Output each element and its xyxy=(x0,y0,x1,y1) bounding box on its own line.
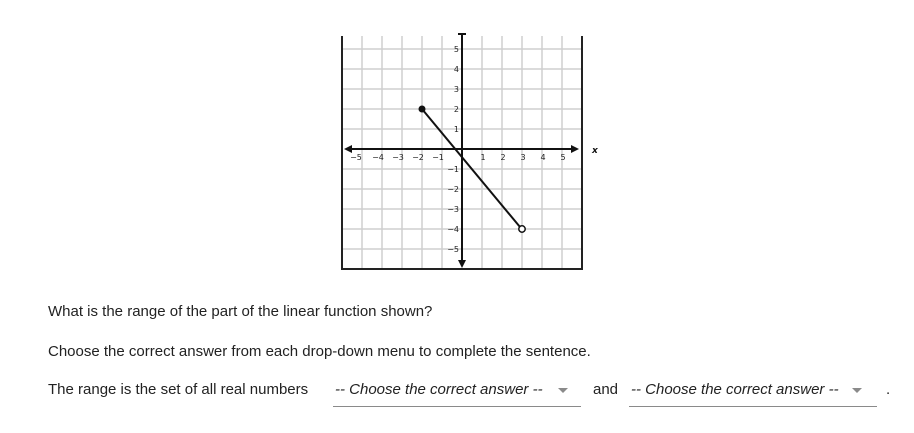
range-lower-dropdown[interactable] xyxy=(333,380,581,407)
svg-text:4: 4 xyxy=(453,65,459,74)
svg-text:1: 1 xyxy=(453,125,459,134)
sentence-prefix: The range is the set of all real numbers xyxy=(48,381,309,398)
svg-text:−2: −2 xyxy=(447,185,459,194)
svg-text:−1: −1 xyxy=(447,165,459,174)
sentence-connector: and xyxy=(593,381,619,398)
instruction-text: Choose the correct answer from each drop-down menu to complete the sentence. xyxy=(48,343,591,360)
svg-text:5: 5 xyxy=(453,45,459,54)
x-axis-label: x xyxy=(592,146,598,156)
svg-text:−3: −3 xyxy=(392,153,404,162)
chevron-down-icon xyxy=(852,388,862,393)
sentence-suffix: . xyxy=(886,381,891,398)
coordinate-graph xyxy=(330,28,610,278)
svg-text:−4: −4 xyxy=(447,225,459,234)
svg-text:−3: −3 xyxy=(447,205,459,214)
range-upper-dropdown[interactable] xyxy=(629,380,877,407)
svg-text:−1: −1 xyxy=(432,153,444,162)
open-endpoint xyxy=(519,226,525,232)
x-axis-right-arrow-icon xyxy=(571,145,579,153)
svg-text:2: 2 xyxy=(453,105,459,114)
dropdown-placeholder: -- Choose the correct answer -- xyxy=(335,381,543,398)
svg-text:−4: −4 xyxy=(372,153,384,162)
svg-text:2: 2 xyxy=(500,153,506,162)
dropdown-placeholder: -- Choose the correct answer -- xyxy=(631,381,839,398)
chevron-down-icon xyxy=(558,388,568,393)
question-text: What is the range of the part of the linear function shown? xyxy=(48,303,433,320)
svg-text:−5: −5 xyxy=(350,153,362,162)
closed-endpoint xyxy=(419,106,426,113)
x-axis-left-arrow-icon xyxy=(344,145,352,153)
svg-text:3: 3 xyxy=(453,85,459,94)
y-axis-down-arrow-icon xyxy=(458,260,466,268)
svg-text:4: 4 xyxy=(540,153,546,162)
svg-text:−2: −2 xyxy=(412,153,424,162)
svg-text:5: 5 xyxy=(560,153,566,162)
svg-text:3: 3 xyxy=(520,153,526,162)
svg-text:1: 1 xyxy=(480,153,486,162)
svg-text:−5: −5 xyxy=(447,245,459,254)
